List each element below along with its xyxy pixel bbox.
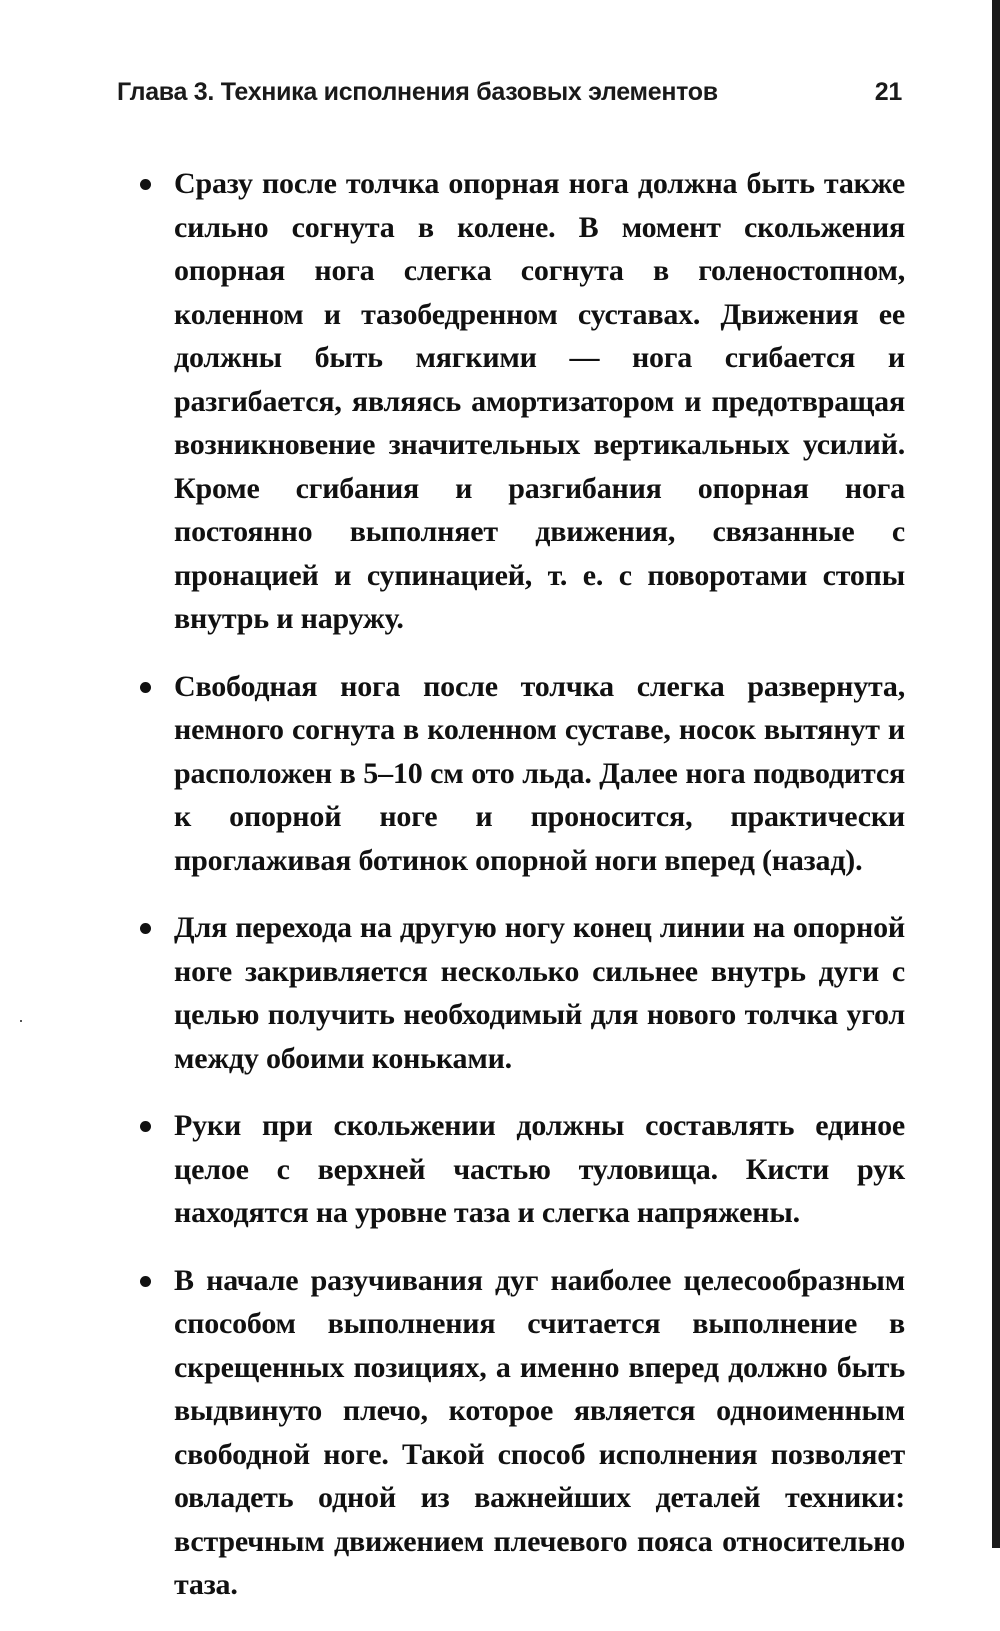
bullet-item	[140, 1104, 905, 1235]
bullet-text: Свободная нога после толчка слегка развернута, немного согнута в коленном суставе, носок вытянут и расположен в 5–10 см ото льда. Далее нога подводится к опорной ноге и проносится, практически проглаживая ботинок опорной ноги вперед (назад).	[174, 669, 905, 877]
bullet-item	[140, 665, 905, 883]
bullet-icon	[140, 1276, 151, 1287]
bullet-icon	[140, 923, 151, 934]
bullet-icon	[140, 682, 151, 693]
running-head	[117, 78, 902, 118]
bullet-list	[140, 162, 905, 1631]
bullet-icon	[140, 1121, 151, 1132]
bullet-text: Сразу после толчка опорная нога должна быть также сильно согнута в колене. В момент скольжения опорная нога слегка согнута в голеностопном, коленном и тазобедренном суставах. Движения ее должны быть мягкими — нога сгибается и разгибается, являясь амортизатором и предотвращая возникновение значительных вертикальных усилий. Кроме сгибания и разгибания опорная нога постоянно выполняет движения, связанные с пронацией и супинацией, т. е. с поворотами стопы внутрь и наружу.	[174, 167, 905, 635]
bullet-icon	[140, 179, 151, 190]
bullet-item	[140, 162, 905, 641]
bullet-text: Руки при скольжении должны составлять единое целое с верхней частью туловища. Кисти рук находятся на уровне таза и слегка напряжены.	[174, 1109, 905, 1229]
bullet-item	[140, 906, 905, 1080]
margin-speck	[20, 1020, 22, 1022]
bullet-text: Для перехода на другую ногу конец линии на опорной ноге закривляется несколько сильнее внутрь дуги с целью получить необходимый для нового толчка угол между обоими коньками.	[174, 911, 905, 1075]
bullet-text: В начале разучивания дуг наиболее целесообразным способом выполнения считается выполнение в скрещенных позициях, а именно вперед должно быть выдвинуто плечо, которое является одноименным свободной ноге. Такой способ исполнения позволяет овладеть одной из важнейших деталей техники: встречным движением плечевого пояса относительно таза.	[174, 1263, 905, 1601]
bullet-item	[140, 1259, 905, 1607]
page-number: 21	[874, 78, 902, 106]
chapter-title: Глава 3. Техника исполнения базовых элементов	[117, 78, 718, 106]
